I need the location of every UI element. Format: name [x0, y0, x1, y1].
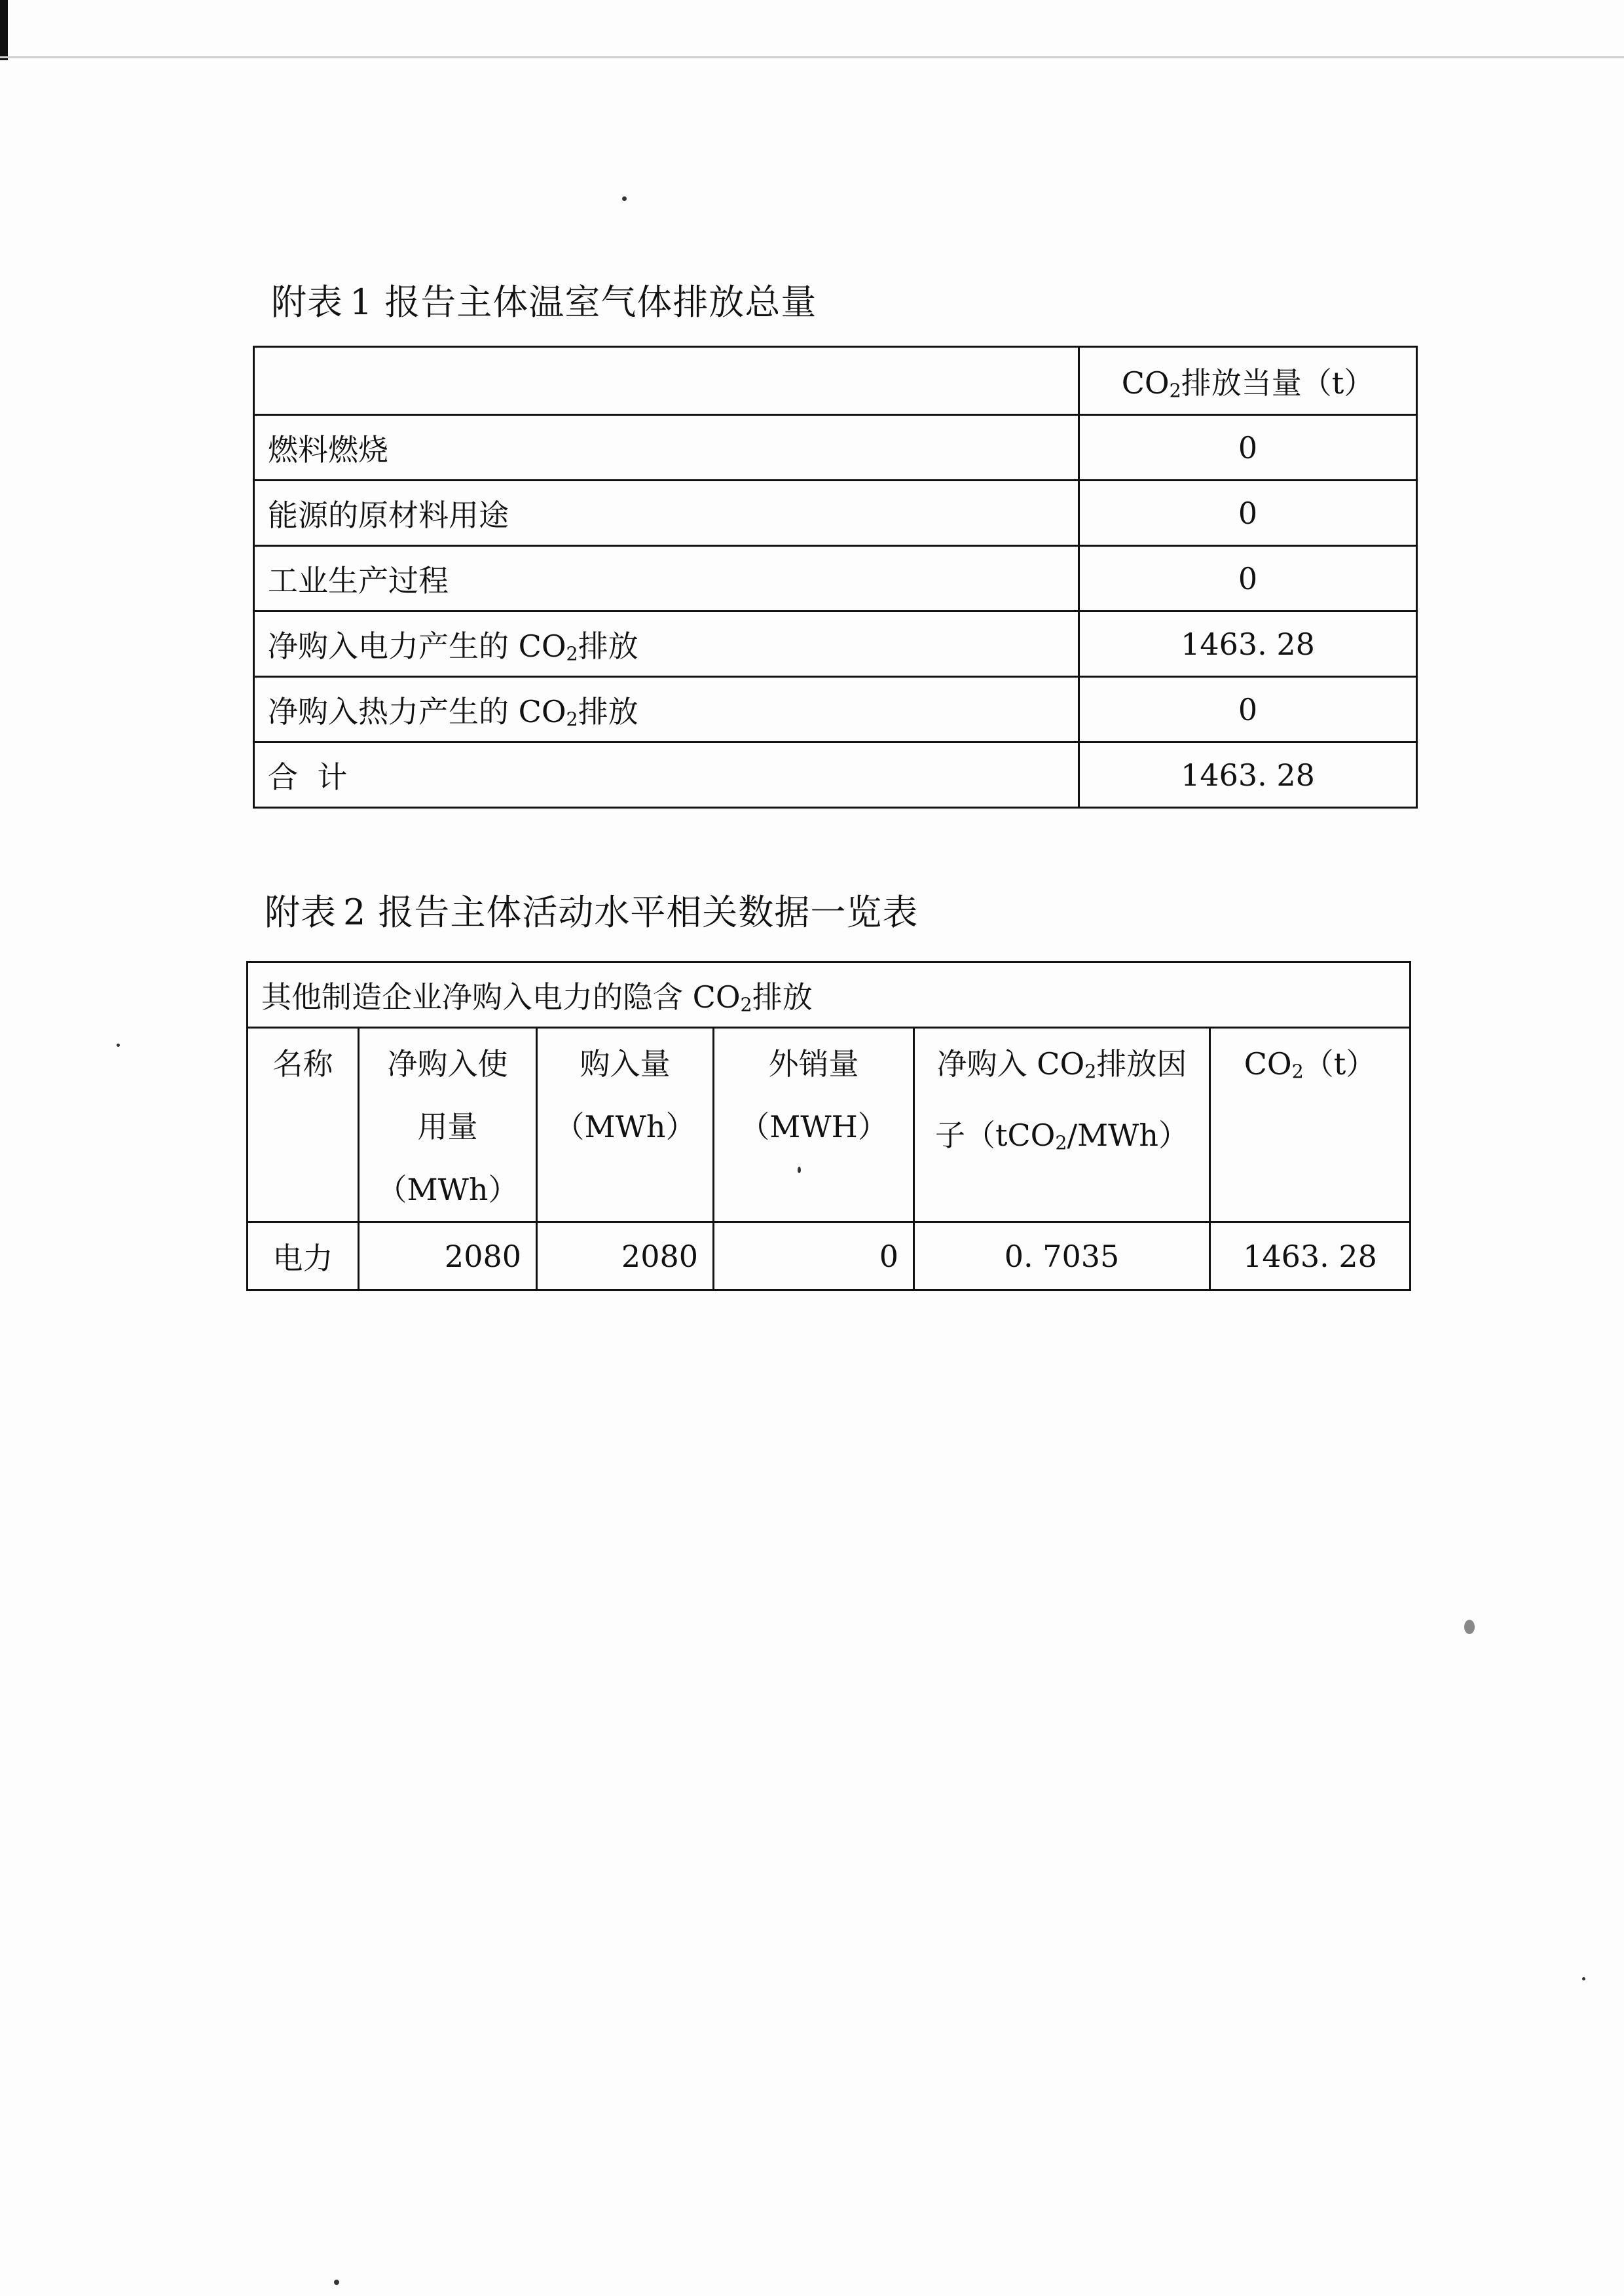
col-header-export [714, 1028, 914, 1222]
row-label-post: 排放 [578, 693, 638, 729]
table-row [254, 677, 1417, 742]
row-label: 燃料燃烧 [254, 415, 1079, 481]
col-header-net-use-line3: （MWh） [377, 1172, 519, 1207]
col-header-export-line1: 外销量 [768, 1046, 859, 1082]
table-row [254, 546, 1417, 611]
row-factor: 0. 7035 [914, 1222, 1210, 1290]
header-co2-post: 排放当量（t） [1181, 365, 1375, 401]
row-value: 0 [1079, 415, 1417, 481]
row-label: 合 计 [254, 742, 1079, 808]
col-header-net-use-line2: 用量 [417, 1109, 478, 1144]
row-label: 能源的原材料用途 [254, 481, 1079, 546]
table-row [254, 481, 1417, 546]
table2-caption-number: 2 [343, 892, 367, 933]
table1-caption-title: 报告主体温室气体排放总量 [384, 282, 817, 323]
table1-caption [271, 282, 817, 323]
col-header-co2 [1210, 1028, 1411, 1222]
header-co2-pre: CO [1121, 365, 1170, 401]
scan-speck [622, 196, 627, 201]
header-co2-sub: 2 [1169, 380, 1181, 402]
co2-sub: 2 [1291, 1061, 1304, 1083]
scan-speck [334, 2280, 339, 2285]
table1-header-corner [254, 347, 1079, 415]
table2-banner [248, 962, 1411, 1028]
row-value: 0 [1079, 546, 1417, 611]
table1-header-row [254, 347, 1417, 415]
banner-post: 排放 [752, 979, 813, 1015]
table1-caption-prefix: 附表 [271, 282, 343, 323]
co2-pre: CO [1244, 1046, 1292, 1082]
table2-caption [265, 892, 918, 934]
col-header-purchase-line1: 购入量 [580, 1046, 671, 1082]
co2-post: （t） [1303, 1046, 1376, 1082]
row-export: 0 [714, 1222, 914, 1290]
col-header-purchase-line2: （MWh） [554, 1109, 696, 1144]
col-header-net-use [359, 1028, 537, 1222]
table-row-total [254, 742, 1417, 808]
factor-post: 排放因 [1096, 1046, 1187, 1082]
table2-caption-prefix: 附表 [265, 892, 337, 933]
col-header-factor-line2 [915, 1104, 1209, 1175]
table2-header-row [248, 1028, 1411, 1222]
factor-pre: 净购入 CO [936, 1046, 1085, 1082]
table1-header-co2 [1079, 347, 1417, 415]
row-label [254, 677, 1079, 742]
scan-speck [117, 1044, 120, 1047]
row-label-sub: 2 [566, 708, 578, 731]
row-label-pre: 净购入电力产生的 CO [268, 628, 566, 664]
table2-caption-title: 报告主体活动水平相关数据一览表 [378, 892, 919, 933]
col-header-factor-line1 [915, 1032, 1209, 1104]
row-co2: 1463. 28 [1210, 1222, 1411, 1290]
scan-edge-left [0, 0, 8, 60]
row-value: 1463. 28 [1079, 611, 1417, 677]
scan-speck [1464, 1620, 1475, 1634]
row-purchase: 2080 [537, 1222, 714, 1290]
emissions-total-table [253, 346, 1418, 809]
row-value: 1463. 28 [1079, 742, 1417, 808]
table-row [248, 1222, 1411, 1290]
table-row [254, 611, 1417, 677]
row-value: 0 [1079, 481, 1417, 546]
row-label-pre: 净购入热力产生的 CO [268, 693, 566, 729]
row-value: 0 [1079, 677, 1417, 742]
col-header-purchase [537, 1028, 714, 1222]
col-header-export-line2: （MWH） [739, 1109, 888, 1144]
table1-caption-number: 1 [350, 282, 373, 323]
factor-l2-post: /MWh） [1067, 1117, 1189, 1153]
factor-l2-pre: 子（tCO [934, 1117, 1056, 1153]
row-name: 电力 [248, 1222, 359, 1290]
scan-speck [1582, 1977, 1585, 1980]
col-header-name: 名称 [248, 1028, 359, 1222]
banner-sub: 2 [740, 994, 752, 1016]
table2-banner-row [248, 962, 1411, 1028]
row-label-post: 排放 [578, 628, 638, 664]
row-net-use: 2080 [359, 1222, 537, 1290]
row-label: 工业生产过程 [254, 546, 1079, 611]
row-label-sub: 2 [566, 643, 578, 665]
scan-edge-top [0, 56, 1624, 58]
factor-l2-sub: 2 [1055, 1132, 1067, 1154]
banner-pre: 其他制造企业净购入电力的隐含 CO [261, 979, 741, 1015]
factor-sub: 2 [1084, 1061, 1097, 1083]
row-label [254, 611, 1079, 677]
activity-data-table [246, 961, 1411, 1291]
table-row [254, 415, 1417, 481]
col-header-factor [914, 1028, 1210, 1222]
col-header-net-use-line1: 净购入使 [387, 1046, 508, 1082]
